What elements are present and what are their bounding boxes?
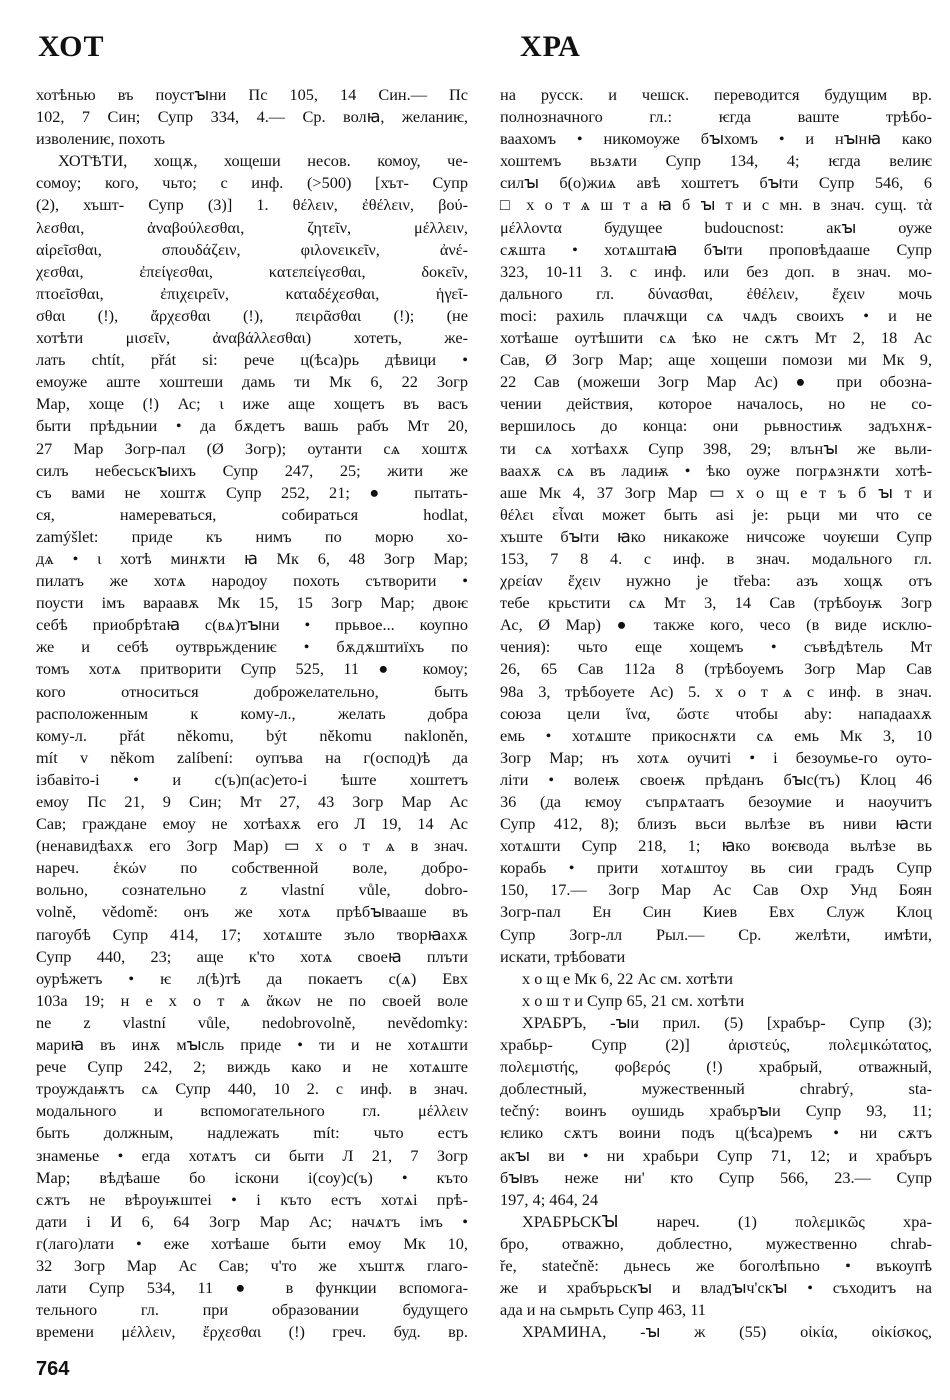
- text-line: акꙑ ви • ни храбьри Супр 71, 12; и храбъръ: [500, 1145, 932, 1165]
- text-line: Ас, Ø Мар) ● также кого, чесо (в виде исклю-: [500, 615, 932, 635]
- text-line: искати, трѣбовати: [500, 946, 626, 966]
- text-line: себѣ приобрѣтаꙗ с(вѧ)тꙑни • прьвое... коупно: [36, 615, 468, 635]
- text-line: пагоубѣ Супр 414, 17; хотѧште зъло творꙗахѫ: [36, 924, 468, 944]
- text-line: быть должным, надлежать mít: чьто естъ: [36, 1123, 468, 1143]
- text-line: 98а 3, трѣбоуете Ас) 5. х о т ѧ с инф. в знач.: [500, 681, 932, 701]
- text-line: троуждаѭтъ сѧ Супр 440, 10 2. с инф. в знач.: [36, 1079, 468, 1099]
- text-line: модального и вспомогательного гл. μέλλειν: [36, 1101, 468, 1121]
- text-line: Сав; граждане емоу не хотѣахѫ его Л 19, 14 Ас: [36, 814, 468, 834]
- text-line: времени μέλλειν, ἔρχεσθαι (!) греч. буд. вр.: [36, 1322, 468, 1342]
- text-line: емь • хотѧште прикоснѫти сѧ емь Мк 3, 10: [500, 725, 932, 745]
- text-line: Зогр-пал Ен Син Киев Евх Служ Клоц: [500, 902, 932, 922]
- text-line: πολεμιστής, φοβερός (!) храбрый, отважный,: [500, 1057, 932, 1077]
- text-line: хоштемъ вьзѧти Супр 134, 4; ѥгда велиѥ: [500, 151, 932, 171]
- text-line: ХРАБРЬСКꙐ нареч. (1) πολεμικῶς хра-: [522, 1211, 932, 1231]
- text-line: томъ хотѧ притворити Супр 525, 11 ● комоу;: [36, 659, 468, 679]
- text-line: moci: рахиль плачѫщи сѧ чѧдъ своихъ • и не: [500, 305, 932, 325]
- text-line: хъште бꙑти ꙗко никакоже ничсоже чоуѥши Супр: [500, 526, 932, 546]
- text-line: 27 Мар Зогр-пал (Ø Зогр); оутанти сѧ хоштѫ: [36, 438, 468, 458]
- text-line: тельного гл. при образовании будущего: [36, 1300, 468, 1320]
- text-line: 102, 7 Син; Супр 334, 4.— Ср. волꙗ, желаниѥ,: [36, 107, 468, 127]
- text-line: Мар, хоще (!) Ас; ι иже аще хощетъ въ васъ: [36, 394, 468, 414]
- text-line: πτοεῖσθαι, ἐπιχειρεῖν, καταδέχεσθαι, ἡγεῖ-: [36, 283, 468, 303]
- text-line: mít v někom zalíbení: оупъва на г(оспод)ѣ да: [36, 747, 468, 767]
- text-line: чения): чьто еще хощемъ • съвѣдѣтель Мт: [500, 637, 932, 657]
- text-line: кому-л. přát někomu, být někomu nakloněn,: [36, 725, 468, 745]
- text-line: сѫшта • хотѧштаꙗ бꙑти проповѣдааше Супр: [500, 239, 932, 259]
- text-line: бро, отважно, доблестно, мужественно chrab-: [500, 1233, 932, 1253]
- text-line: хотѣнью въ поустꙑни Пс 105, 14 Син.— Пс: [36, 85, 468, 104]
- text-line: ХОТѢТИ, хощѫ, хощеши несов. комоу, че-: [58, 151, 468, 171]
- text-line: ХРАМИНА, -ꙑ ж (55) οἰκία, οἰκίσκος,: [522, 1322, 932, 1342]
- text-line: знаменье • егда хотѧтъ си быти Л 21, 7 Зогр: [36, 1145, 468, 1165]
- text-line: оурѣжетъ • ѥ л(ѣ)тѣ да покаетъ с(ѧ) Евх: [36, 968, 468, 988]
- text-line: аше Мк 4, 37 Зогр Мар ▭ х о щ е т ъ б ꙑ т и: [500, 482, 932, 502]
- text-line: бꙑвъ неже ни' кто Супр 566, 23.— Супр: [500, 1167, 932, 1187]
- text-line: изволениѥ, похоть: [36, 129, 166, 149]
- text-line: літи • волеѭ своеѭ прѣданъ бꙑс(тъ) Клоц 46: [500, 769, 932, 789]
- text-line: рече Супр 242, 2; виждь како и не хотѧште: [36, 1057, 468, 1077]
- text-line: (2), хъшт- Супр (3)] 1. θέλειν, ἐθέλειν, βού-: [36, 195, 468, 215]
- left-column: [36, 84, 468, 1343]
- text-line: 103а 19; н е х о т ѧ ἄκων не по своей воле: [36, 990, 468, 1010]
- text-line: Супр 412, 8); близъ вьси вьлѣзе въ ниви ꙗсти: [500, 814, 932, 834]
- text-line: ne z vlastní vůle, nedobrovolně, nevědomky:: [36, 1012, 468, 1032]
- text-line: корабь • прити хотѧштоу вь сии градъ Супр: [500, 858, 932, 878]
- text-line: Супр 440, 23; аще к'то хотѧ своеꙗ плъти: [36, 946, 468, 966]
- text-line: Супр Зогр-лл Рыл.— Ср. желѣти, имѣти,: [500, 924, 932, 944]
- text-line: емоу Пс 21, 9 Син; Мт 27, 43 Зогр Мар Ас: [36, 792, 468, 811]
- text-line: нареч. ἑκών по собственной воле, добро-: [36, 858, 468, 878]
- text-line: ізбавіто-і • и с(ъ)п(ас)ето-і ѣште хоштетъ: [36, 769, 468, 789]
- text-line: кого относиться доброжелательно, быть: [36, 681, 468, 701]
- text-line: съ вами не хоштѫ Супр 252, 21; ● пытать-: [36, 482, 468, 502]
- text-line: дѧ • ι хотѣ минѫти ꙗ Мк 6, 48 Зогр Мар;: [36, 548, 468, 568]
- text-line: χρείαν ἔχειν нужно je třeba: азъ хощѫ отъ: [500, 571, 932, 591]
- text-line: быти прѣдьнии • да бѫдетъ вашь рабъ Мт 20,: [36, 416, 468, 436]
- right-column: [500, 84, 932, 1343]
- text-line: полнозначного гл.: ѥгда ваште трѣбо-: [500, 107, 932, 127]
- text-line: 26, 65 Сав 112а 8 (трѣбоуемъ Зогр Мар Сав: [500, 659, 932, 679]
- text-line: чении действия, которое началось, но не со-: [500, 394, 932, 414]
- text-line: же и себѣ оутврьждениѥ • бѫдѫштиїхъ по: [36, 637, 468, 657]
- text-line: 323, 10-11 3. с инф. или без доп. в знач. мо-: [500, 261, 932, 281]
- text-line: сомоу; кого, чьто; с инф. (>500) [хът- Супр: [36, 173, 468, 193]
- text-line: Мар; вѣдѣаше бо іскони і(соу)с(ъ) • къто: [36, 1167, 468, 1187]
- text-line: вершилось до конца: они рьвностиѭ задъхнѫ-: [500, 416, 932, 436]
- text-line: силꙑ б(о)жиѧ авѣ хоштетъ бꙑти Супр 546, 6: [500, 173, 932, 193]
- text-line: х о ш т и Супр 65, 21 см. хотѣти: [522, 990, 745, 1010]
- text-line: расположенным к кому-л., желать добра: [36, 703, 468, 723]
- text-line: Зогр Мар; нъ хотѧ оучиті • і безоумье-го оуто-: [500, 747, 932, 767]
- text-line: 36 (да ѥмоу съпрѧтаатъ безоумие и наоучитъ: [500, 792, 932, 811]
- running-head-right: ХРА: [520, 30, 581, 63]
- text-line: 197, 4; 464, 24: [500, 1189, 599, 1209]
- text-line: на русск. и чешск. переводится будущим вр.: [500, 85, 932, 104]
- text-line: αἱρεῖσθαι, σπουδάζειν, φιλονεικεῖν, ἀνέ-: [36, 239, 468, 259]
- text-line: вольно, сознательно z vlastní vůle, dobro-: [36, 880, 468, 900]
- text-line: сѫтъ не вѣроуѭштеі • і къто естъ хотѧі прѣ-: [36, 1189, 468, 1209]
- text-line: ваахомъ • никомоуже бꙑхомъ • и нꙑнꙗ како: [500, 129, 932, 149]
- text-line: хотѧшти Супр 218, 1; ꙗко воѥвода вьлѣзе вь: [500, 836, 932, 856]
- text-line: пилатъ же хотѧ народоу похоть сътворити •: [36, 571, 468, 591]
- text-line: (ненавидѣахѫ его Зогр Мар) ▭ х о т ѧ в знач.: [36, 836, 468, 856]
- text-line: тебе крьстити сѧ Мт 3, 14 Сав (трѣбоуѭ Зогр: [500, 593, 932, 613]
- text-line: λεσθαι, ἀναβούλεσθαι, ζητεῖν, μέλλειν,: [36, 217, 468, 237]
- text-line: союза цели ἵνα, ὥστε чтобы aby: нападаахѫ: [500, 703, 932, 723]
- text-line: 150, 17.— Зогр Мар Ас Сав Охр Унд Боян: [500, 880, 932, 900]
- text-line: Сав, Ø Зогр Мар; аще хощеши помози ми Мк 9,: [500, 350, 932, 370]
- text-line: дати і И 6, 64 Зогр Мар Ас; начѧтъ імъ •: [36, 1211, 468, 1231]
- text-line: дального гл. δύνασθαι, ἐθέλειν, ἔχειν мочь: [500, 283, 932, 303]
- text-line: поусти імъ вараавѫ Мк 15, 15 Зогр Мар; двоѥ: [36, 593, 468, 613]
- text-line: volně, vědomě: онъ же хотѧ прѣбꙑвааше въ: [36, 902, 468, 922]
- text-line: ада и на сьмрьть Супр 463, 11: [500, 1300, 706, 1320]
- text-line: лать chtít, přát si: рече ц(ѣса)рь дѣвици •: [36, 350, 468, 370]
- text-line: силъ небесьскꙑихъ Супр 247, 25; жити же: [36, 460, 468, 480]
- text-line: μέλλοντα будущее budoucnost: акꙑ оуже: [500, 217, 932, 237]
- text-line: 32 Зогр Мар Ас Сав; ч'то же хъштѫ глаго-: [36, 1255, 468, 1275]
- text-line: лати Супр 534, 11 ● в функции вспомога-: [36, 1278, 468, 1298]
- text-line: доблестный, мужественный chrabrý, sta-: [500, 1079, 932, 1099]
- text-line: ся, намереваться, собираться hodlat,: [36, 504, 468, 524]
- text-line: ře, statečně: дьнесь же боголѣпьно • въкоупѣ: [500, 1255, 932, 1275]
- text-line: же и храбърьскꙑ и владꙑч'скꙑ • съходитъ на: [500, 1278, 932, 1298]
- text-line: ваахѫ сѧ въ ладиѭ • ѣко оуже погрѧзнѫти хотѣ-: [500, 460, 932, 480]
- text-line: □ х о т ѧ ш т а ꙗ б ꙑ т и с мн. в знач. сущ. τὰ: [500, 195, 932, 215]
- text-line: мариꙗ въ инѫ мꙑсль приде • ти и не хотѧшти: [36, 1035, 468, 1055]
- text-line: σθαι (!), ἄρχεσθαι (!), πειρᾶσθαι (!); (не: [36, 305, 468, 325]
- text-line: хотѣаше оутѣшити сѧ ѣко не сѫтъ Мт 2, 18 Ас: [500, 328, 932, 348]
- text-line: хотѣти μισεῖν, ἀναβάλλεσθαι) хотеть, же-: [36, 328, 468, 348]
- text-line: храбьр- Супр (2)] ἀριστεύς, πολεμικώτατος,: [500, 1035, 932, 1055]
- text-line: ти сѧ хотѣахѫ Супр 398, 29; влънꙑ же вьли-: [500, 438, 932, 458]
- page-number: 764: [36, 1358, 70, 1380]
- running-head-left: ХОТ: [38, 30, 105, 63]
- text-line: zamýšlet: приде къ нимъ по морю хо-: [36, 526, 468, 546]
- text-line: г(лаго)лати • еже хотѣаше быти емоу Мк 10,: [36, 1233, 468, 1253]
- text-line: χεσθαι, ἐπείγεσθαι, κατεπείγεσθαι, δοκεῖν,: [36, 261, 468, 281]
- text-line: х о щ е Мк 6, 22 Ас см. хотѣти: [522, 968, 733, 988]
- text-line: ѥлико сѫтъ воини подъ ц(ѣса)ремъ • ни сѫтъ: [500, 1123, 932, 1143]
- text-line: ХРАБРЪ, -ꙑи прил. (5) [храбър- Супр (3);: [522, 1012, 932, 1032]
- text-line: θέλει εἶναι может быть asi je: рьци ми что се: [500, 504, 932, 524]
- text-line: 22 Сав (можеши Зогр Мар Ас) ● при обозна-: [500, 372, 932, 392]
- text-line: емоуже аште хоштеши дамь ти Мк 6, 22 Зогр: [36, 372, 468, 392]
- text-line: tečný: воинъ оушидь храбърꙑи Супр 93, 11;: [500, 1101, 932, 1121]
- text-line: 153, 7 8 4. с инф. в знач. модального гл.: [500, 548, 932, 568]
